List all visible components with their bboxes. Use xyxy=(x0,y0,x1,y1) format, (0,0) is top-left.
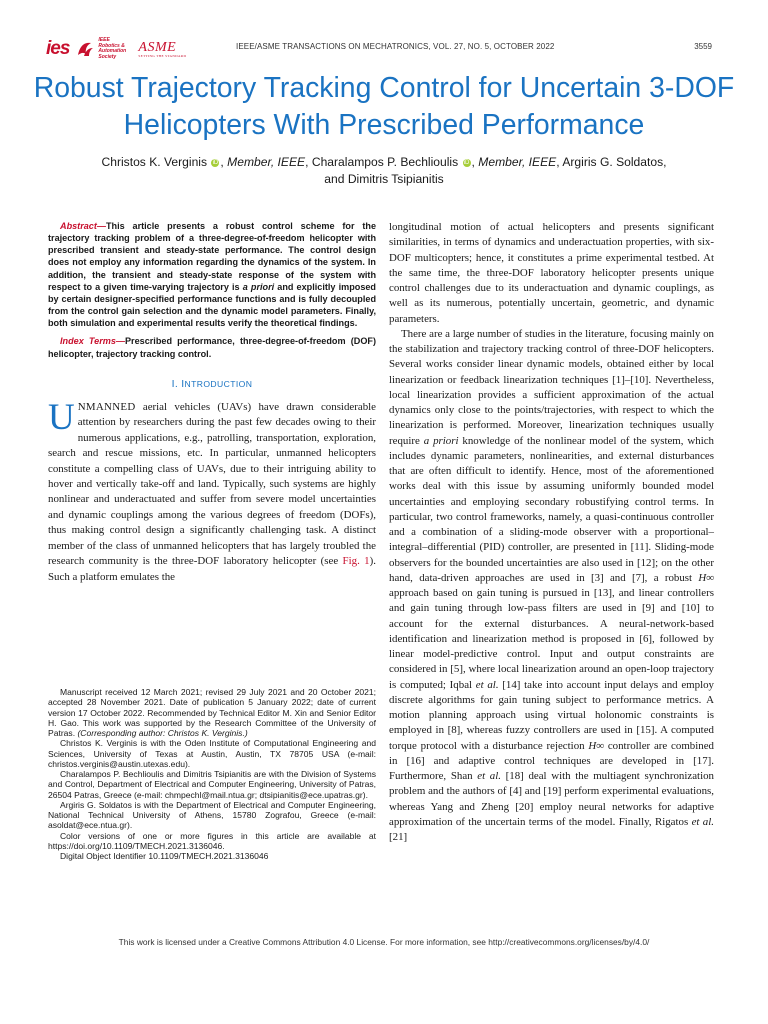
running-header xyxy=(46,34,712,64)
body-text: knowledge of the nonlinear model of the system, which includes dynamic parameters, nonlinearities, and external disturbances that are often difficult to identify. Hence, most of the aforementioned works deal with this issue by assuming uniformly bounded model uncertainties and employing secondary robustifying control terms. In particular, two control frameworks, namely, a quasi-continuous controller and a combination of a sliding-mode observer with a proportional–integral–differential (PID) controller, are presented in [11]. Sliding-mode observers for the bounded uncertainties are also used in [12]; on the other hand, data-driven approaches are used in [3] and [7], a robust xyxy=(389,434,715,584)
orcid-icon[interactable]: iD xyxy=(463,160,470,166)
abstract-label: Abstract— xyxy=(60,221,106,231)
figure-link[interactable]: Fig. 1 xyxy=(342,555,370,568)
page-number: 3559 xyxy=(694,42,712,51)
drop-cap: U xyxy=(48,396,75,438)
abstract-text: and explicitly imposed by certain designer-specified performance functions and is fully decoupled from the control gain selection and the dynamic model parameters. Finally, both simulation and experimental results verify the theoretical findings. xyxy=(48,281,376,329)
left-column xyxy=(48,220,376,585)
footnotes xyxy=(48,687,376,861)
right-column xyxy=(389,220,714,845)
abstract xyxy=(48,220,376,329)
author-list: Christos K. Verginis iD , Member, IEEE, Charalampos P. Bechlioulis iD , Member, IEEE, Argiris G. Soldatos, and Dimitris Tsipianitis xyxy=(101,155,667,186)
body-text: [21] xyxy=(389,831,408,843)
section-heading xyxy=(48,378,376,390)
index-terms xyxy=(48,335,376,359)
intro-smallcaps: NMANNED xyxy=(77,400,136,413)
section-title-rest: NTRODUCTION xyxy=(184,378,253,389)
asme-logo-tagline: SETTING THE STANDARD xyxy=(138,54,187,58)
footnote-doi: Digital Object Identifier 10.1109/TMECH.2021.3136046 xyxy=(60,851,269,861)
author-name: Argiris G. Soldatos, xyxy=(562,155,667,169)
body-text: [18] deal with the multiagent synchronization problem and the authors of [4] and [19] perform experimental evaluations, whereas Yang and Zheng [20] employ neural networks for adaptive approximation of the uncertain terms of the model. Finally, Rigatos xyxy=(389,770,715,828)
section-number: I. xyxy=(171,377,179,390)
body-emphasis: et al. xyxy=(475,678,499,691)
body-text: approach based on gain tuning is pursued in [13], and linear controllers and gain tuning through low-pass filters are used in [9] and [10] to account for the external disturbances. A neural-network-based identification and linearization method is proposed in [6], followed by linear model-predictive control. Input and output constraints are considered in [5], where local linearization around an open-loop trajectory is computed; Iqbal xyxy=(389,587,714,691)
body-text: There are a large number of studies in the literature, focusing mainly on the stabilization and trajectory tracking control of three-DOF helicopters. Several works consider linear dynamic models, obtained either by local linearization or feedback linearization techniques [1]–[10]. Nevertheless, local linearization provides a sufficient approximation of the actual dynamics only close to the points/trajectories, with respect to which the linearization is performed. Moreover, linearization techniques usually require xyxy=(389,327,714,447)
intro-text: aerial vehicles (UAVs) have drawn considerable attention by researchers during the past few decades owing to their numerous applications, e.g., patrolling, transportation, exploration, search and rescue missions, etc. In particular, unmanned helicopters constitute a compelling class of UAVs, due to their intriguing ability to hover and vertically take-off and land. Typically, such systems are highly nonlinear and underactuated and suffer from severe model uncertainties and dynamic couplings among the various degrees of freedom (DOFs), thus making control design a significantly challenging task. A distinct member of the class of unmanned helicopters that has largely troubled the research community is the three-DOF laboratory helicopter (see xyxy=(48,400,376,568)
ras-logo xyxy=(75,38,132,60)
footnote-affiliation: Christos K. Verginis is with the Oden Institute of Computational Engineering and Sciences, University of Texas at Austin, Austin, TX 78705 USA (e-mail: christos.verginis@austin.utexas.edu). xyxy=(48,738,376,769)
corresponding-author: (Corresponding author: Christos K. Verginis.) xyxy=(77,728,248,738)
ies-logo: ies xyxy=(46,38,70,59)
footnote-text: Manuscript received 12 March 2021; revised 29 July 2021 and 20 October 2021; accepted 28 November 2021. Date of publication 5 January 2022; date of current version 17 October 2022. Recommended by Technical Editor M. Xin and Senior Editor H. Gao. This work was supported by the Research Committee of the University of Patras. xyxy=(48,687,376,738)
author-membership: Member, IEEE xyxy=(227,155,306,169)
publisher-logos xyxy=(46,36,186,62)
body-emphasis: et al. xyxy=(477,770,501,782)
footnote-color-versions: Color versions of one or more figures in this article are available at https://doi.org/10.1109/TMECH.2021.3136046. xyxy=(48,830,376,851)
author-name: and Dimitris Tsipianitis xyxy=(324,172,444,186)
license-notice: This work is licensed under a Creative Commons Attribution 4.0 License. For more information, see http://creativecommons.org/licenses/by/4.0/ xyxy=(118,937,650,947)
body-emphasis: a priori xyxy=(423,434,459,447)
journal-citation: IEEE/ASME TRANSACTIONS ON MECHATRONICS, VOL. 27, NO. 5, OCTOBER 2022 xyxy=(236,42,555,51)
body-emphasis: et al. xyxy=(691,815,714,828)
body-paragraph: longitudinal motion of actual helicopters and presents significant similarities, in terms of dynamics and underactuation properties, with six-DOF multicopters; hence, it constitutes a prime experimental testbed. At the same time, the three-DOF laboratory helicopter presents unique control challenges due to its underactuation and dynamic couplings, as well as its numerous, potentially uncertain, geometric, and dynamic parameters. xyxy=(389,221,714,325)
author-name: Charalampos P. Bechlioulis xyxy=(311,155,459,169)
abstract-text: This article presents a robust control scheme for the trajectory tracking problem of a three-degree-of-freedom helicopter with prescribed transient and steady-state performance. The control design does not employ any information regarding the dynamics of the system. In addition, the transient and steady-state response of the system with respect to a given time-varying trajectory is xyxy=(48,221,376,292)
ras-logo-text: IEEE Robotics & Automation Society xyxy=(98,37,127,60)
body-text: controller are combined in [16] and adaptive control techniques are developed in [17]. Furthermore, Shan xyxy=(389,739,714,782)
footnote-affiliation: Charalampos P. Bechlioulis and Dimitris Tsipianitis are with the Division of Systems and Control, Department of Electrical and Computer Engineering, University of Patras, 26504 Patras, Greece (e-mail: chmpechl@mail.ntua.gr; dtsipianitis@ece.upatras.gr). xyxy=(48,769,376,800)
math-h-infinity: H∞ xyxy=(698,571,714,584)
footnote-affiliation: Argiris G. Soldatos is with the Department of Electrical and Computer Engineering, National Technical University of Athens, 15780 Zografou, Greece (e-mail: asoldat@ece.ntua.gr). xyxy=(48,799,376,831)
intro-text: ). Such a platform emulates the xyxy=(48,555,376,583)
footnote-manuscript xyxy=(48,687,376,738)
asme-logo xyxy=(138,40,186,58)
asme-logo-text: ASME xyxy=(138,40,177,55)
intro-paragraph xyxy=(48,396,376,585)
author-name: Christos K. Verginis xyxy=(101,155,208,169)
ras-mark-icon xyxy=(75,39,95,59)
body-text: [14] take into account input delays and employ discrete algorithms for gain tuning subject to performance metrics. A motion planning approach using virtual holonomic constraints is employed in [8], whereas fuzzy controllers are used in [15]. A computed torque protocol with a disturbance rejection xyxy=(389,678,715,752)
orcid-icon[interactable]: iD xyxy=(212,160,219,166)
author-membership: Member, IEEE xyxy=(478,155,557,169)
abstract-emphasis: a priori xyxy=(242,281,275,292)
section-title-initial: I xyxy=(181,377,185,390)
index-terms-text: Prescribed performance, three-degree-of-freedom (DOF) helicopter, trajectory tracking control. xyxy=(48,336,376,359)
paper-title: Robust Trajectory Tracking Control for Uncertain 3-DOF Helicopters With Prescribed Performance xyxy=(33,72,735,141)
math-h-infinity: H∞ xyxy=(588,739,605,752)
body-paragraph xyxy=(389,327,714,846)
index-terms-label: Index Terms— xyxy=(60,336,125,347)
